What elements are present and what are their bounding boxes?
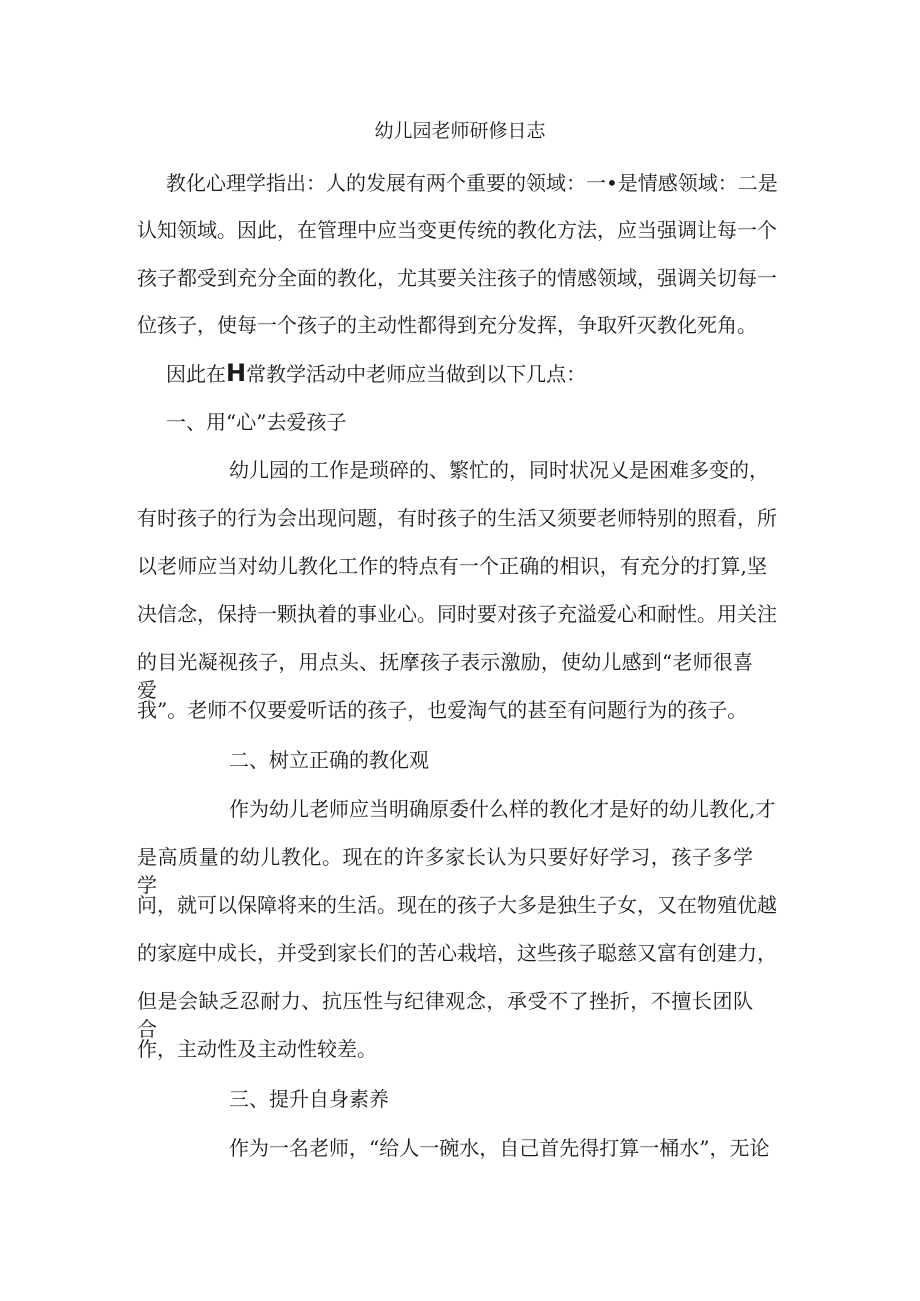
- section1-line-2: 有时孩子的行为会出现问题，有时孩子的生活又须要老师特别的照看，所: [137, 506, 777, 530]
- section1-line-5: 的目光凝视孩子，用点头、抚摩孩子表示激励，使幼儿感到“老师很喜爱: [137, 650, 753, 702]
- section2-heading: 二、树立正确的教化观: [229, 748, 429, 772]
- document-title: 幼儿园老师研修日志: [374, 120, 546, 142]
- section2-line-6: 作，主动性及主动性较差。: [137, 1037, 377, 1061]
- section1-line-3: 以老师应当对幼儿教化工作的特点有一个正确的相识，有充分的打算,坚: [137, 554, 767, 578]
- section2-line-5: 但是会缺乏忍耐力、抗压性与纪律观念，承受不了挫折，不擅长团队合: [137, 989, 753, 1041]
- lead-in-after: 常教学活动中老师应当做到以下几点：: [246, 362, 587, 386]
- section2-line-3: 问，就可以保障将来的生活。现在的孩子大多是独生子女，又在物殖优越: [137, 893, 777, 917]
- section1-line-4: 决信念，保持一颗执着的事业心。同时要对孩子充溢爱心和耐性。用关注: [137, 602, 777, 626]
- section1-line-6: 我”。老师不仅要爱听话的孩子，也爱淘气的甚至有问题行为的孩子。: [137, 698, 748, 722]
- intro-line-3: 孩子都受到充分全面的教化，尤其要关注孩子的情感领域，强调关切每一: [137, 266, 777, 290]
- lead-in-highlight: H: [226, 359, 247, 387]
- lead-in-before: 因此在: [166, 362, 226, 386]
- section3-heading: 三、提升自身素养: [229, 1087, 389, 1111]
- intro-line-4: 位孩子，使每一个孩子的主动性都得到充分发挥，争取歼灭教化死角。: [137, 313, 757, 337]
- section2-line-2: 是高质量的幼儿教化。现在的许多家长认为只要好好学习，孩子多学学: [137, 845, 753, 897]
- section1-heading: 一、用“心”去爱孩子: [166, 410, 347, 434]
- lead-in-line: [166, 359, 586, 388]
- section1-line-1: 幼儿园的工作是琐碎的、繁忙的，同时状况乂是困难多变的，: [229, 458, 769, 482]
- section2-line-4: 的家庭中成长，并受到家长们的苦心栽培，这些孩子聪慈又富有创建力，: [137, 941, 777, 965]
- intro-line-1: 教化心理学指出：人的发展有两个重要的领域：一•是情感领域：二是: [166, 171, 778, 195]
- section3-line-1: 作为一名老师，“给人一碗水，自己首先得打算一桶水”，无论: [229, 1136, 770, 1160]
- intro-line-2: 认知领域。因此，在管理中应当变更传统的教化方法，应当强调让每一个: [137, 218, 777, 242]
- section2-line-1: 作为幼儿老师应当明确原委什么样的教化才是好的幼儿教化,才: [229, 797, 776, 821]
